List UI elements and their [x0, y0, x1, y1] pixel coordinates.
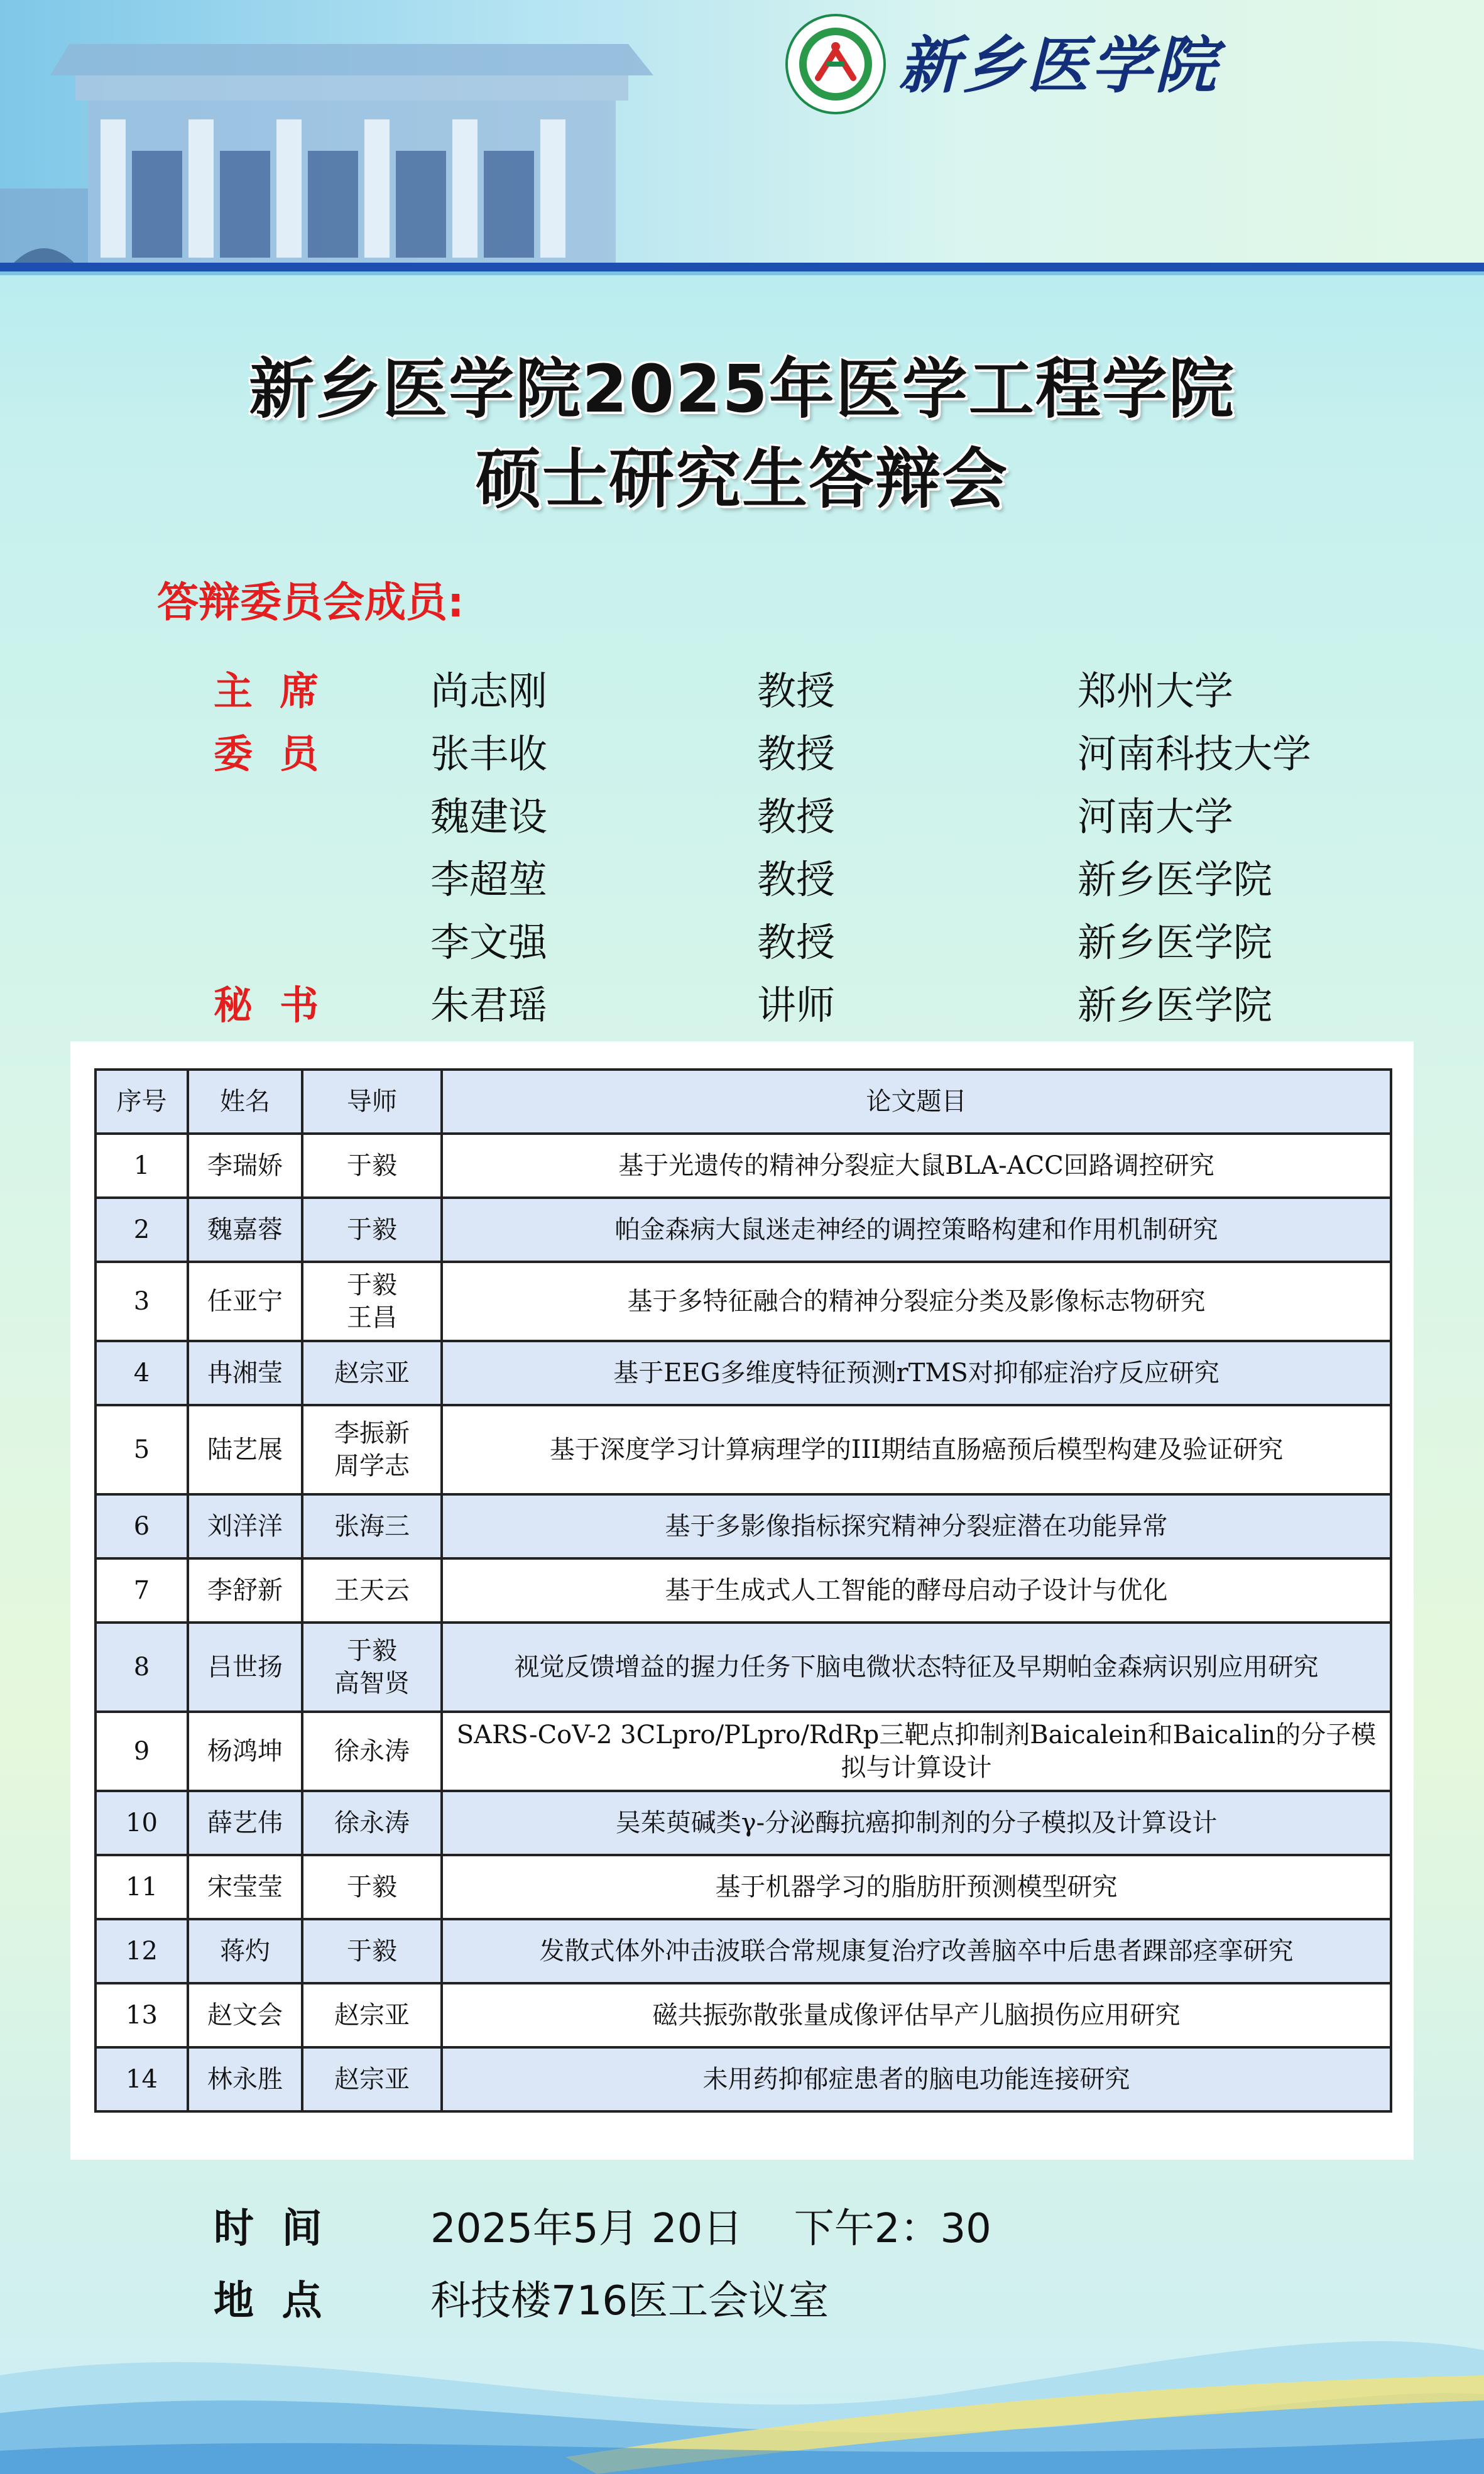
cell-number: 8 [95, 1623, 188, 1712]
cell-name: 陆艺展 [188, 1405, 302, 1494]
cell-advisor: 张海三 [302, 1494, 442, 1558]
cell-name: 林永胜 [188, 2047, 302, 2111]
cell-topic: 吴茱萸碱类γ-分泌酶抗癌抑制剂的分子模拟及计算设计 [442, 1791, 1391, 1855]
member-title: 教授 [757, 919, 836, 965]
cell-number: 1 [95, 1134, 188, 1198]
header-stripe [0, 263, 1484, 271]
table-row [95, 1791, 1391, 1855]
cell-number: 12 [95, 1919, 188, 1983]
member-name: 魏建设 [430, 794, 548, 840]
cell-name: 蒋灼 [188, 1919, 302, 1983]
header-stripe-light [0, 271, 1484, 275]
cell-topic: 未用药抑郁症患者的脑电功能连接研究 [442, 2047, 1391, 2111]
cell-number: 5 [95, 1405, 188, 1494]
cell-number: 6 [95, 1494, 188, 1558]
table-row [95, 2047, 1391, 2111]
cell-name: 刘洋洋 [188, 1494, 302, 1558]
table-row [95, 1405, 1391, 1494]
cell-number: 14 [95, 2047, 188, 2111]
member-name: 朱君瑶 [430, 982, 548, 1028]
table-row [95, 1623, 1391, 1712]
campus-building-image [0, 25, 679, 270]
time-label: 时 间 [214, 2206, 322, 2252]
table-header-row [95, 1070, 1391, 1134]
cell-topic: 发散式体外冲击波联合常规康复治疗改善脑卒中后患者踝部痉挛研究 [442, 1919, 1391, 1983]
cell-advisor: 赵宗亚 [302, 2047, 442, 2111]
table-row [95, 1558, 1391, 1623]
cell-advisor: 于毅 [302, 1134, 442, 1198]
table-row [95, 1983, 1391, 2047]
member-org: 河南科技大学 [1078, 731, 1312, 777]
cell-number: 9 [95, 1712, 188, 1791]
member-org: 郑州大学 [1078, 668, 1234, 714]
cell-name: 魏嘉蓉 [188, 1198, 302, 1262]
cell-advisor: 赵宗亚 [302, 1341, 442, 1405]
cell-name: 李瑞娇 [188, 1134, 302, 1198]
table-row [95, 1341, 1391, 1405]
member-org: 新乡医学院 [1078, 919, 1273, 965]
cell-topic: 帕金森病大鼠迷走神经的调控策略构建和作用机制研究 [442, 1198, 1391, 1262]
header-advisor: 导师 [302, 1070, 442, 1134]
member-org: 河南大学 [1078, 794, 1234, 840]
cell-advisor: 徐永涛 [302, 1791, 442, 1855]
place-label: 地 点 [214, 2278, 322, 2324]
cell-number: 4 [95, 1341, 188, 1405]
committee-heading: 答辩委员会成员: [157, 578, 464, 627]
member-name: 李超堃 [430, 857, 548, 902]
committee-member [0, 723, 1484, 785]
cell-topic: 基于生成式人工智能的酵母启动子设计与优化 [442, 1558, 1391, 1623]
cell-topic: 基于光遗传的精神分裂症大鼠BLA-ACC回路调控研究 [442, 1134, 1391, 1198]
table-row [95, 1198, 1391, 1262]
cell-number: 10 [95, 1791, 188, 1855]
cell-topic: 基于EEG多维度特征预测rTMS对抑郁症治疗反应研究 [442, 1341, 1391, 1405]
member-role: 主 席 [214, 668, 319, 714]
event-place-value: 科技楼716医工会议室 [430, 2278, 829, 2324]
cell-number: 3 [95, 1262, 188, 1341]
cell-name: 吕世扬 [188, 1623, 302, 1712]
committee-member [0, 848, 1484, 911]
cell-number: 2 [95, 1198, 188, 1262]
cell-advisor: 王天云 [302, 1558, 442, 1623]
cell-number: 11 [95, 1855, 188, 1919]
cell-name: 薛艺伟 [188, 1791, 302, 1855]
emblem-mark-icon [799, 28, 872, 101]
cell-advisor: 赵宗亚 [302, 1983, 442, 2047]
event-time-value: 2025年5月 20日 下午2：30 [430, 2206, 991, 2252]
cell-number: 13 [95, 1983, 188, 2047]
table-row [95, 1262, 1391, 1341]
cell-topic: 磁共振弥散张量成像评估早产儿脑损伤应用研究 [442, 1983, 1391, 2047]
table-row [95, 1919, 1391, 1983]
thesis-table [94, 1068, 1392, 2113]
member-title: 讲师 [757, 982, 836, 1028]
member-org: 新乡医学院 [1078, 857, 1273, 902]
decorative-wave [0, 2250, 1484, 2474]
table-row [95, 1494, 1391, 1558]
cell-number: 7 [95, 1558, 188, 1623]
cell-name: 杨鸿坤 [188, 1712, 302, 1791]
committee-member [0, 911, 1484, 974]
emblem-inner [799, 28, 872, 101]
member-org: 新乡医学院 [1078, 982, 1273, 1028]
member-name: 李文强 [430, 919, 548, 965]
member-title: 教授 [757, 668, 836, 714]
cell-advisor: 于毅 高智贤 [302, 1623, 442, 1712]
school-emblem-icon [785, 14, 886, 114]
cell-advisor: 于毅 [302, 1919, 442, 1983]
cell-topic: 基于深度学习计算病理学的III期结直肠癌预后模型构建及验证研究 [442, 1405, 1391, 1494]
member-role: 委 员 [214, 731, 319, 777]
table-row [95, 1712, 1391, 1791]
event-time [214, 2196, 322, 2254]
cell-advisor: 徐永涛 [302, 1712, 442, 1791]
committee-member [0, 785, 1484, 848]
cell-topic: 基于多特征融合的精神分裂症分类及影像标志物研究 [442, 1262, 1391, 1341]
cell-topic: 视觉反馈增益的握力任务下脑电微状态特征及早期帕金森病识别应用研究 [442, 1623, 1391, 1712]
cell-topic: 基于机器学习的脂肪肝预测模型研究 [442, 1855, 1391, 1919]
page-title-line-1: 新乡医学院2025年医学工程学院 [249, 351, 1235, 427]
header-number: 序号 [95, 1070, 188, 1134]
school-name-logo: 新乡医学院 [898, 30, 1219, 102]
member-role: 秘 书 [214, 982, 319, 1028]
cell-advisor: 于毅 [302, 1855, 442, 1919]
cell-name: 李舒新 [188, 1558, 302, 1623]
cell-advisor: 李振新 周学志 [302, 1405, 442, 1494]
member-title: 教授 [757, 731, 836, 777]
cell-advisor: 于毅 王昌 [302, 1262, 442, 1341]
table-row [95, 1855, 1391, 1919]
member-name: 尚志刚 [430, 668, 548, 714]
member-title: 教授 [757, 857, 836, 902]
table-row [95, 1134, 1391, 1198]
cell-advisor: 于毅 [302, 1198, 442, 1262]
member-name: 张丰收 [430, 731, 548, 777]
cell-topic: 基于多影像指标探究精神分裂症潜在功能异常 [442, 1494, 1391, 1558]
cell-topic: SARS-CoV-2 3CLpro/PLpro/RdRp三靶点抑制剂Baicalein和Baicalin的分子模拟与计算设计 [442, 1712, 1391, 1791]
cell-name: 任亚宁 [188, 1262, 302, 1341]
page-title-line-2: 硕士研究生答辩会 [475, 441, 1008, 517]
header-topic: 论文题目 [442, 1070, 1391, 1134]
cell-name: 冉湘莹 [188, 1341, 302, 1405]
committee-member [0, 974, 1484, 1037]
member-title: 教授 [757, 794, 836, 840]
header-name: 姓名 [188, 1070, 302, 1134]
cell-name: 宋莹莹 [188, 1855, 302, 1919]
header-banner [0, 0, 1484, 280]
committee-member [0, 660, 1484, 723]
cell-name: 赵文会 [188, 1983, 302, 2047]
